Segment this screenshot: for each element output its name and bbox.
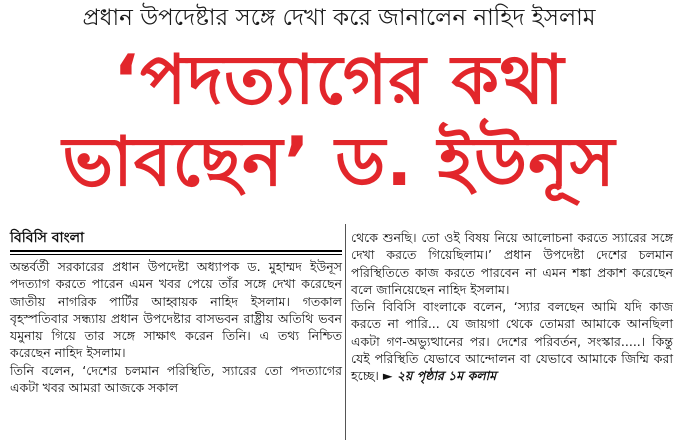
byline-rule-thin [10, 254, 342, 255]
body-paragraph: তিনি বলেন, ‘দেশের চলমান পরিস্থিতি, স্যারের তো পদত্যাগের একটা খবর আমরা আজকে সকাল [10, 362, 342, 396]
continuation-link[interactable]: ► ২য় পৃষ্ঠার ১ম কলাম [382, 368, 497, 384]
body-paragraph: থেকে শুনছি। তো ওই বিষয় নিয়ে আলোচনা করতে স্যারের সঙ্গে দেখা করতে গিয়েছিলাম।’ প্রধান উপদেষ্টা দেশের চলমান পরিস্থিতিতে কাজ করতে পারবেন না এমন শঙ্কা প্রকাশ করেছেন বলে জানিয়েছেন নাহিদ ইসলাম। [351, 230, 673, 297]
byline-rule-thick [10, 250, 342, 252]
body-paragraph: অন্তর্বর্তী সরকারের প্রধান উপদেষ্টা অধ্যাপক ড. মুহাম্মদ ইউনূস পদত্যাগ করতে পারেন এমন খবর পেয়ে তাঁর সঙ্গে দেখা করেছেন জাতীয় নাগরিক পার্টির আহ্বায়ক নাহিদ ইসলাম। গতকাল বৃহস্পতিবার সন্ধ্যায় প্রধান উপদেষ্টার বাসভবন রাষ্ট্রীয় অতিথি ভবন যমুনায় গিয়ে তার সঙ্গে সাক্ষাৎ করেন তিনি। এ তথ্য নিশ্চিত করেছেন নাহিদ ইসলাম। [10, 259, 342, 361]
article-column-left [10, 258, 342, 396]
headline-line-2: ভাবছেন’ ড. ইউনূস [62, 123, 616, 202]
body-paragraph [351, 298, 673, 384]
column-divider [345, 224, 346, 440]
byline: বিবিসি বাংলা [10, 230, 85, 246]
article-column-right [351, 229, 673, 385]
kicker-headline: প্রধান উপদেষ্টার সঙ্গে দেখা করে জানালেন নাহিদ ইসলাম [82, 5, 596, 31]
headline-line-1: ‘পদত্যাগের কথা [113, 41, 565, 120]
body-paragraph-text: তিনি বিবিসি বাংলাকে বলেন, ‘স্যার বলছেন আমি যদি কাজ করতে না পারি... যে জায়গা থেকে তোমরা আমাকে আনছিলা একটা গণ-অভ্যুত্থানের পর। দেশের পরিবর্তন, সংস্কার.....। কিন্তু যেই পরিস্থিতি যেভাবে আন্দোলন বা যেভাবে আমাকে জিম্মি করা হচ্ছে। [351, 299, 673, 384]
